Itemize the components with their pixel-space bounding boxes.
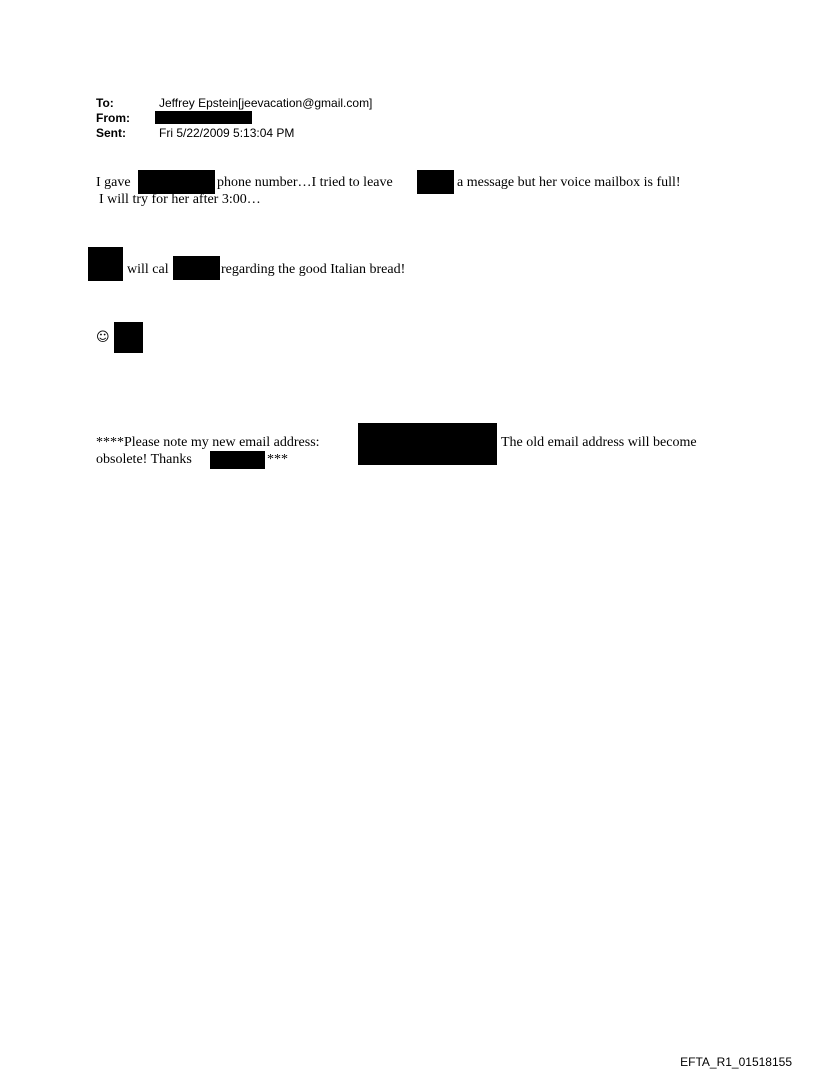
redaction-block xyxy=(155,111,252,124)
message-text: *** xyxy=(267,452,288,467)
redaction-block xyxy=(210,451,265,469)
message-text: I will try for her after 3:00… xyxy=(99,192,261,207)
to-label: To: xyxy=(96,96,114,110)
message-text: a message but her voice mailbox is full! xyxy=(457,175,681,190)
to-value: Jeffrey Epstein[jeevacation@gmail.com] xyxy=(159,96,373,110)
redaction-block xyxy=(417,170,454,194)
message-text: The old email address will become xyxy=(501,435,697,450)
document-id: EFTA_R1_01518155 xyxy=(680,1055,792,1069)
message-text: obsolete! Thanks xyxy=(96,452,192,467)
redaction-block xyxy=(358,423,497,465)
message-text: regarding the good Italian bread! xyxy=(221,262,406,277)
sent-label: Sent: xyxy=(96,126,126,140)
sent-value: Fri 5/22/2009 5:13:04 PM xyxy=(159,126,295,140)
redaction-block xyxy=(138,170,215,194)
redaction-block xyxy=(88,247,123,281)
message-text: phone number…I tried to leave xyxy=(217,175,393,190)
redaction-block xyxy=(173,256,220,280)
from-label: From: xyxy=(96,111,130,125)
message-text: I gave xyxy=(96,175,131,190)
redaction-block xyxy=(114,322,143,353)
smiley-glyph: ☺ xyxy=(96,330,110,345)
message-text: ****Please note my new email address: xyxy=(96,435,320,450)
message-text: will cal xyxy=(127,262,169,277)
